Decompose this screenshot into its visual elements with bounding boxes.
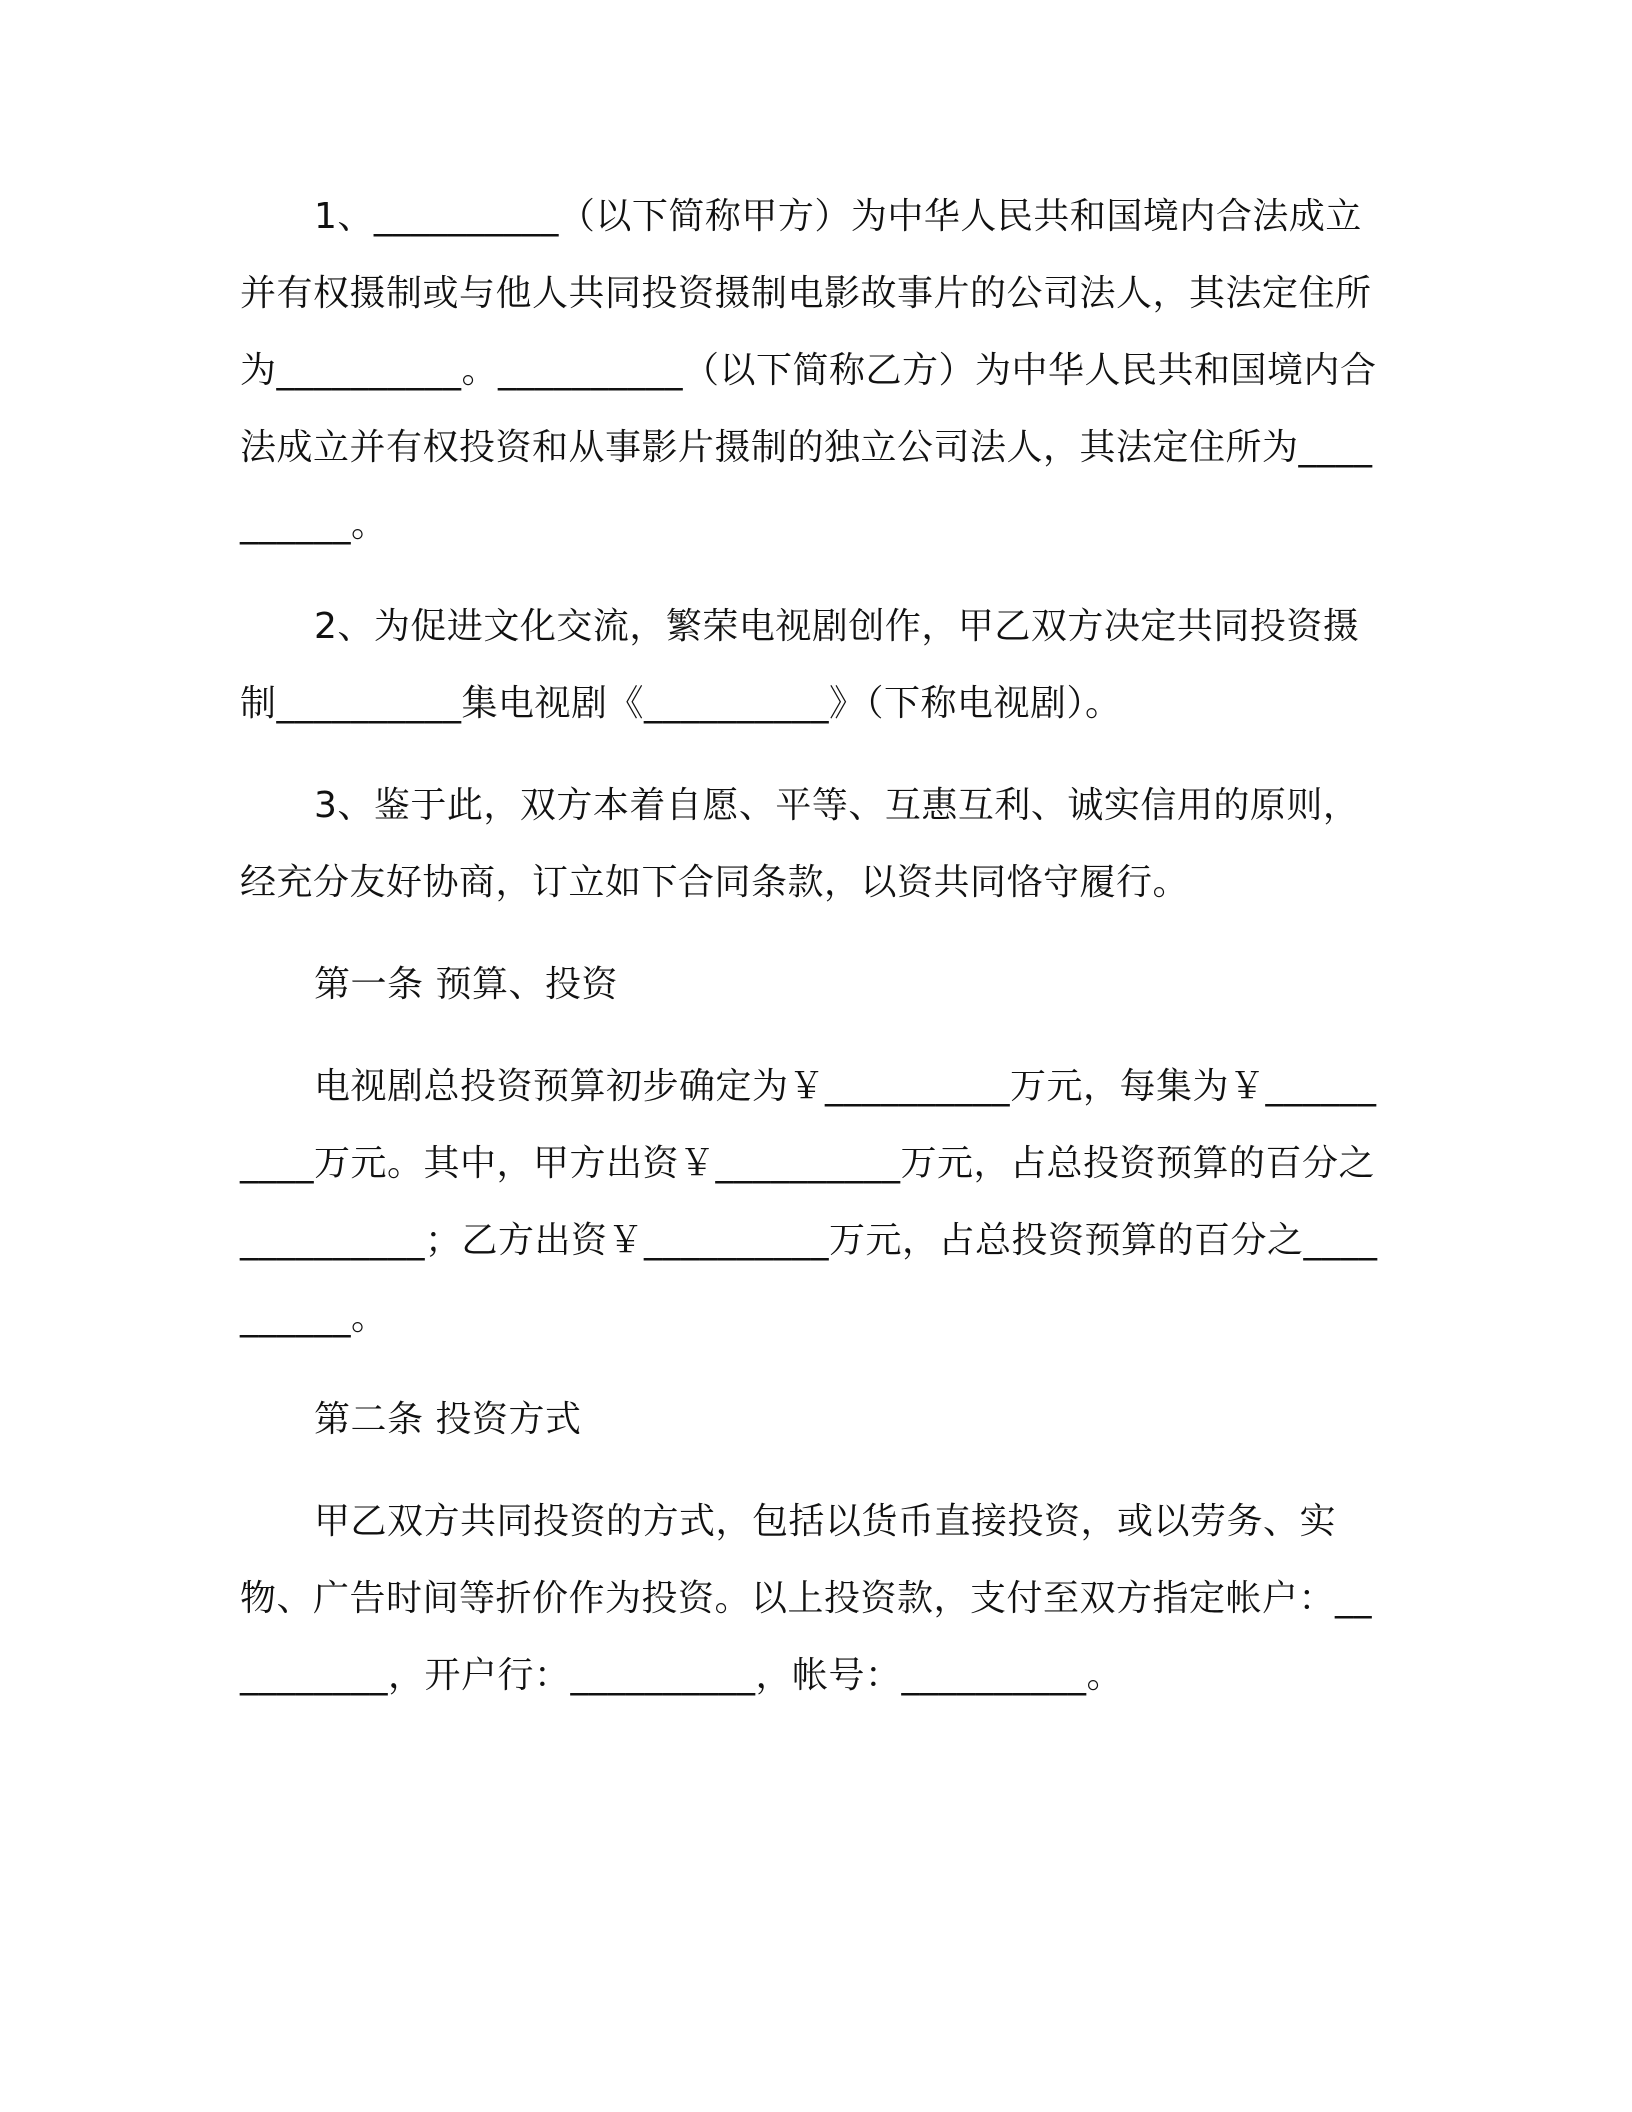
- document-body: [240, 178, 1390, 1714]
- article-2-heading: 第二条 投资方式: [314, 1399, 582, 1440]
- paragraph-2-purpose: 2、为促进文化交流，繁荣电视剧创作，甲乙双方决定共同投资摄制__________集电视剧《__________》（下称电视剧）。: [240, 606, 1360, 724]
- paragraph-1-parties: 1、__________（以下简称甲方）为中华人民共和国境内合法成立并有权摄制或与他人共同投资摄制电影故事片的公司法人，其法定住所为__________。__________（以下简称乙方）为中华人民共和国境内合法成立并有权投资和从事影片摄制的独立公司法人，其法定住所为__________。: [240, 196, 1377, 545]
- article-1-heading: 第一条 预算、投资: [314, 964, 618, 1005]
- article-1-body: 电视剧总投资预算初步确定为￥__________万元，每集为￥__________万元。其中，甲方出资￥__________万元，占总投资预算的百分之__________；乙方出资￥__________万元，占总投资预算的百分之__________。: [240, 1066, 1378, 1338]
- article-2-body: 甲乙双方共同投资的方式，包括以货币直接投资，或以劳务、实物、广告时间等折价作为投资。以上投资款，支付至双方指定帐户：__________，开户行：__________，帐号：__________。: [240, 1501, 1373, 1696]
- paragraph-3-principles: 3、鉴于此，双方本着自愿、平等、互惠互利、诚实信用的原则，经充分友好协商，订立如下合同条款，以资共同恪守履行。: [240, 785, 1360, 903]
